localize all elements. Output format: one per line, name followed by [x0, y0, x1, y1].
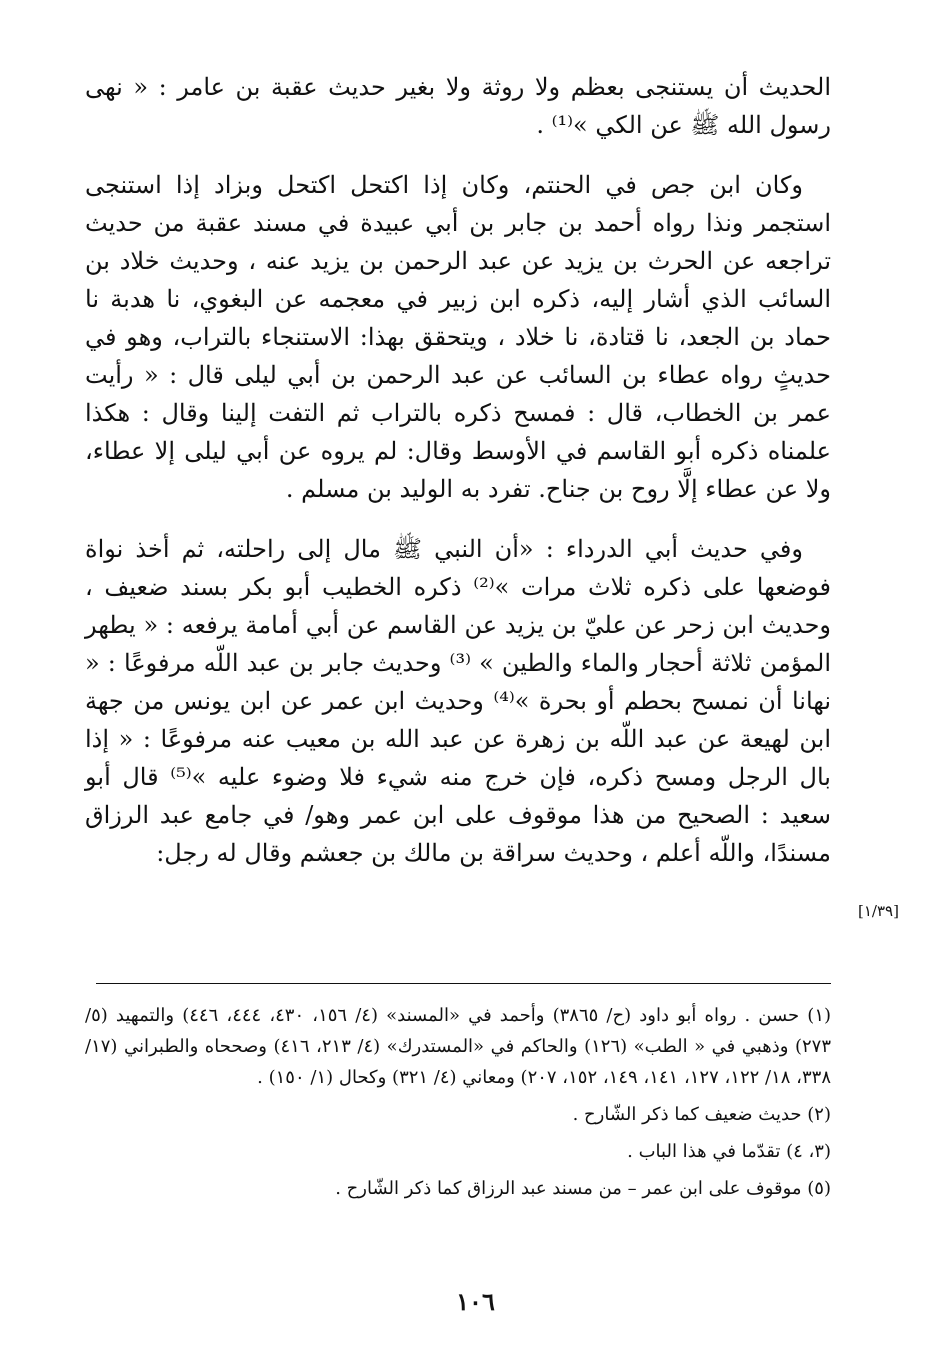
paragraph-3: وفي حديث أبي الدرداء : «أن النبي ﷺ مال إلى راحلته، ثم أخذ نواة فوضعها على ذكره ثلاث مرات »⁽²⁾ ذكره الخطيب أبو بكر بسند ضعيف ، وحديث ابن زحر عن عليّ بن يزيد عن القاسم عن أبي أمامة يرفعه : « يطهر المؤمن ثلاثة أحجار والماء والطين » ⁽³⁾ وحديث جابر بن عبد اللّه مرفوعًا : « نهانا أن نمسح بحطم أو بحرة »⁽⁴⁾ وحديث ابن عمر عن ابن يونس من جهة ابن لهيعة عن عبد اللّه بن زهرة عن عبد الله بن معيب عنه مرفوعًا : « إذا بال الرجل ومسح ذكره، فإن خرج منه شيء فلا وضوء عليه »⁽⁵⁾ قال أبو سعيد : الصحيح من هذا موقوف على ابن عمر وهو/ في جامع عبد الرزاق مسندًا، واللّه أعلم ، وحديث سراقة بن مالك بن جعشم وقال له رجل:	[85, 535, 832, 867]
footnote-divider	[96, 983, 831, 984]
margin-reference: [١/٣٩]	[858, 902, 899, 920]
paragraph-2: وكان ابن جص في الحنتم، وكان إذا اكتحل اكتحل وبزاد إذا استنجى استجمر ونذا رواه أحمد بن جابر بن أبي عبيدة في مسند عقبة من حديث تراجعه عن الحرث بن يزيد عن عبد الرحمن بن يزيد عنه ، وحديث خلاد بن السائب الذي أشار إليه، ذكره ابن زبير في معجمه عن البغوي، نا هدبة نا حماد بن الجعد، نا قتادة، نا خلاد ، ويتحقق بهذا: الاستنجاء بالتراب، وهو في حديثٍ رواه عطاء بن السائب عن عبد الرحمن بن أبي ليلى قال : « رأيت عمر بن الخطاب، قال : فمسح ذكره بالتراب ثم التفت إلينا وقال : هكذا علمناه ذكره أبو القاسم في الأوسط وقال: لم يروه عن أبي ليلى إلا عطاء، ولا عن عطاء إلَّا روح بن جناح. تفرد به الوليد بن مسلم .	[85, 171, 831, 503]
footnotes	[85, 1000, 831, 1210]
footnote-2: (٢) حديث ضعيف كما ذكر الشّارح .	[572, 1104, 831, 1125]
main-text	[85, 68, 831, 894]
page-number: ١٠٦	[456, 1287, 495, 1316]
paragraph-1: الحديث أن يستنجى بعظم ولا روثة ولا بغير حديث عقبة بن عامر : « نهى رسول الله ﷺ عن الكي »⁽¹⁾ .	[85, 73, 831, 139]
footnote-4: (٥) موقوف على ابن عمر – من مسند عبد الرزاق كما ذكر الشّارح .	[335, 1178, 831, 1199]
footnote-1: (١) حسن . رواه أبو داود (ح/ ٣٨٦٥) وأحمد في «المسند» (٤/ ١٥٦، ٤٣٠، ٤٤٤، ٤٤٦) والتمهيد (٥/ ٢٧٣) وذهبي في « الطب» (١٢٦) والحاكم في «المستدرك» (٤/ ٢١٣، ٤١٦) وصححاه والطبراني (١٧/ ٣٣٨، ١٨/ ١٢٢، ١٢٧، ١٤١، ١٤٩، ١٥٢، ٢٠٧) ومعاني (٤/ ٣٢١) وكحال (١/ ١٥٠) .	[85, 1005, 832, 1088]
footnote-3: (٣، ٤) تقدّما في هذا الباب .	[627, 1141, 831, 1162]
